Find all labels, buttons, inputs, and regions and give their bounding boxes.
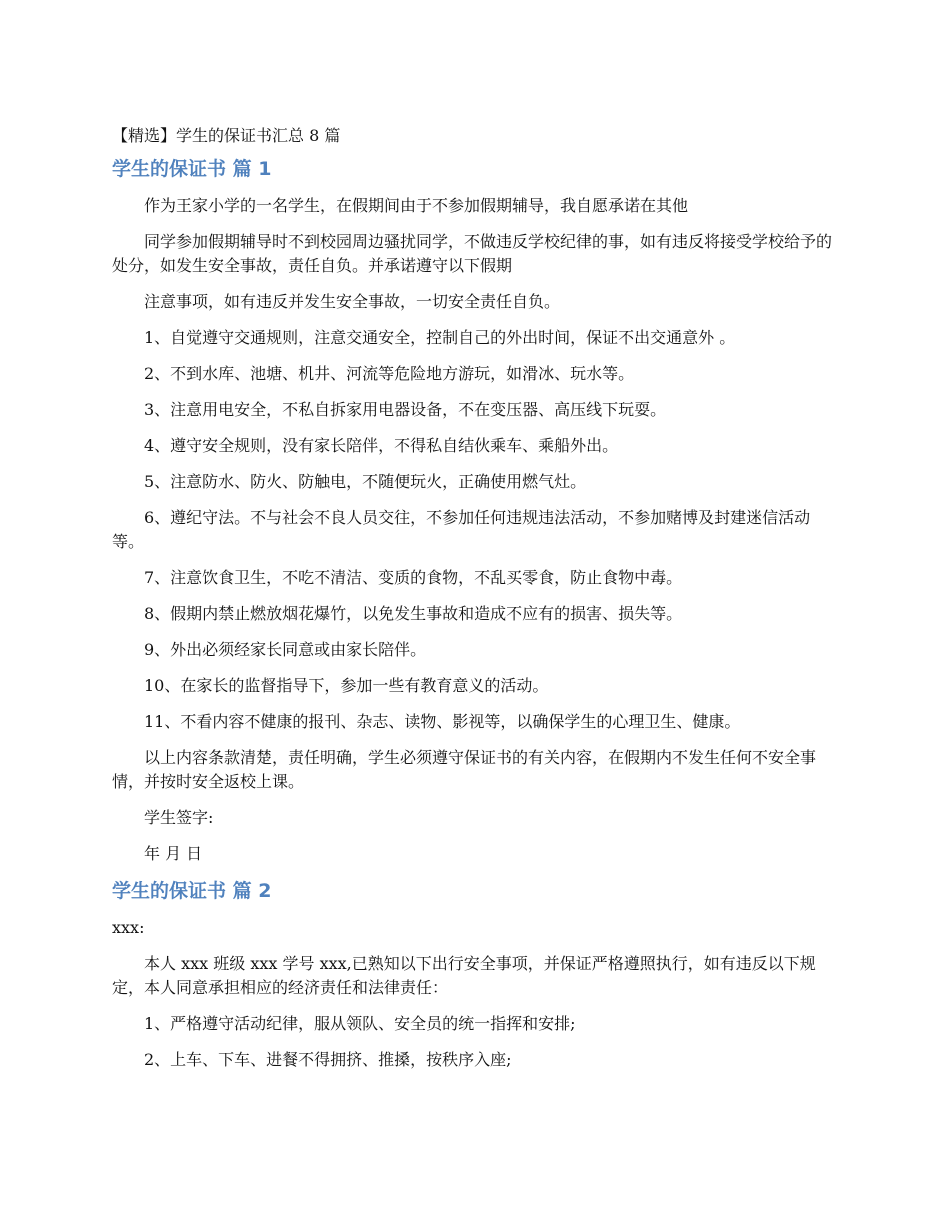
document-title: 【精选】学生的保证书汇总 8 篇 [112, 126, 341, 145]
date-line: 年 月 日 [144, 844, 203, 863]
list-item: 2、不到水库、池塘、机井、河流等危险地方游玩，如滑冰、玩水等。 [144, 364, 635, 383]
list-item: 10、在家长的监督指导下，参加一些有教育意义的活动。 [144, 676, 549, 695]
list-item: 5、注意防水、防火、防触电，不随便玩火，正确使用燃气灶。 [144, 472, 587, 491]
paragraph: 本人 xxx 班级 xxx 学号 xxx,已熟知以下出行安全事项，并保证严格遵照执行，如有违反以下规定，本人同意承担相应的经济责任和法律责任： [112, 954, 816, 997]
signature-line: 学生签字: [144, 808, 214, 827]
paragraph: 作为王家小学的一名学生，在假期间由于不参加假期辅导，我自愿承诺在其他 [144, 196, 689, 215]
document-page [112, 124, 840, 1084]
paragraph: 以上内容条款清楚，责任明确，学生必须遵守保证书的有关内容，在假期内不发生任何不安全事情，并按时安全返校上课。 [112, 748, 817, 791]
list-item: 6、遵纪守法。不与社会不良人员交往，不参加任何违规违法活动，不参加赌博及封建迷信活动等。 [112, 508, 811, 551]
list-item: 1、严格遵守活动纪律，服从领队、安全员的统一指挥和安排; [144, 1014, 576, 1033]
list-item: 3、注意用电安全，不私自拆家用电器设备，不在变压器、高压线下玩耍。 [144, 400, 667, 419]
list-item: 7、注意饮食卫生，不吃不清洁、变质的食物，不乱买零食，防止食物中毒。 [144, 568, 683, 587]
list-item: 4、遵守安全规则，没有家长陪伴，不得私自结伙乘车、乘船外出。 [144, 436, 619, 455]
list-item: 1、自觉遵守交通规则，注意交通安全，控制自己的外出时间，保证不出交通意外 。 [144, 328, 736, 347]
section-1-heading: 学生的保证书 篇 1 [112, 158, 272, 180]
section-2-heading: 学生的保证书 篇 2 [112, 880, 272, 902]
list-item: 8、假期内禁止燃放烟花爆竹，以免发生事故和造成不应有的损害、损失等。 [144, 604, 683, 623]
list-item: 2、上车、下车、进餐不得拥挤、推搡，按秩序入座; [144, 1050, 512, 1069]
list-item: 9、外出必须经家长同意或由家长陪伴。 [144, 640, 427, 659]
salutation: xxx: [112, 918, 145, 937]
list-item: 11、不看内容不健康的报刊、杂志、读物、影视等，以确保学生的心理卫生、健康。 [144, 712, 741, 731]
paragraph: 注意事项，如有违反并发生安全事故，一切安全责任自负。 [144, 292, 561, 311]
paragraph: 同学参加假期辅导时不到校园周边骚扰同学，不做违反学校纪律的事，如有违反将接受学校给予的处分，如发生安全事故，责任自负。并承诺遵守以下假期 [112, 232, 833, 275]
